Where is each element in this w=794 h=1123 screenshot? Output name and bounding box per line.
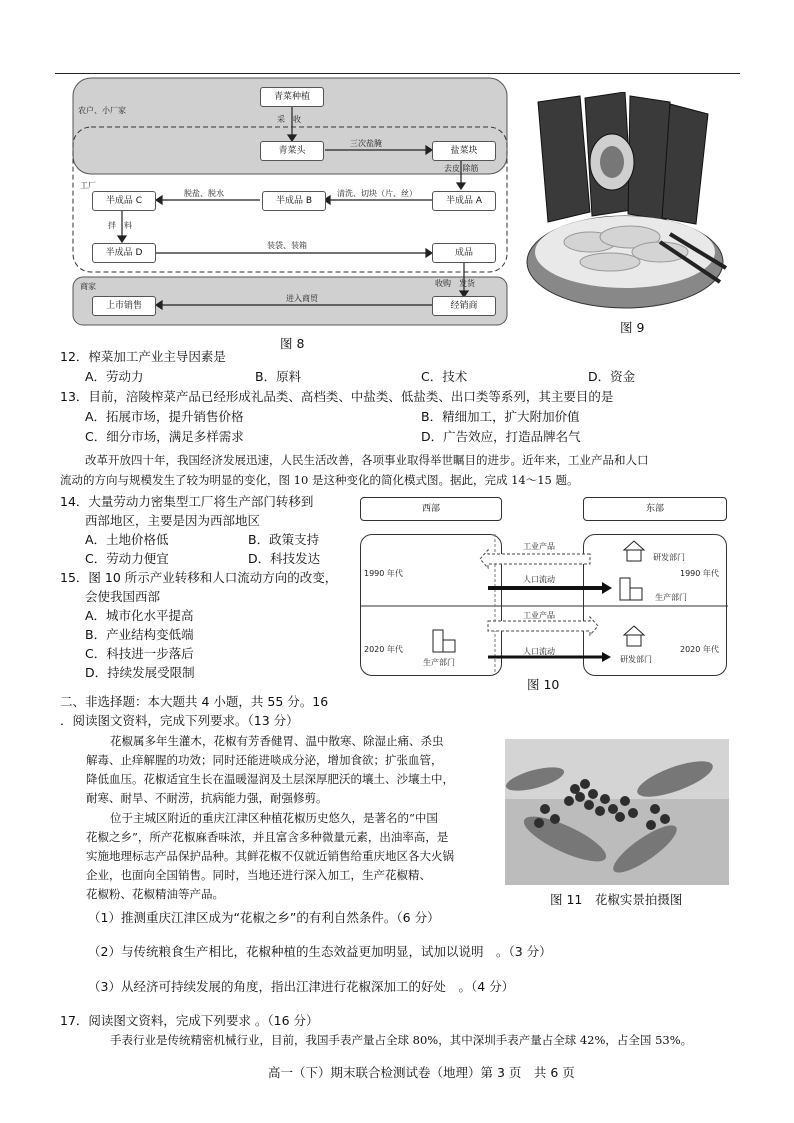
page-footer: 高一（下）期末联合检测试卷（地理）第 3 页 共 6 页 (268, 1065, 575, 1080)
west-header: 西部 (360, 497, 502, 521)
q16-para-9: 花椒粉、花椒精油等产品。 (86, 887, 224, 901)
intro-14-line2: 流动的方向与规模发生了较为明显的变化，图 10 是这种变化的简化模式图。据此，完成 14～15 题。 (60, 473, 579, 487)
year-1990-east: 1990 年代 (680, 569, 719, 578)
industrial-product-label-1990: 工业产品 (523, 542, 555, 551)
figure-8-diagram (72, 77, 509, 327)
region-merchant-label: 商家 (80, 282, 96, 291)
box-product: 成品 (432, 243, 496, 263)
q13-option-d: D．广告效应，打造品牌名气 (421, 429, 581, 444)
q15-option-b: B．产业结构变低端 (85, 627, 194, 642)
rd-building-icon-east (624, 626, 644, 646)
q14-stem-2: 西部地区，主要是因为西部地区 (85, 513, 261, 528)
q16-para-8: 企业，也面向全国销售。同时，当地还进行深入加工，生产花椒精、 (86, 868, 431, 882)
box-qingcaitou: 青菜头 (260, 141, 324, 161)
q16-sub-3: （3）从经济可持续发展的角度，指出江津进行花椒深加工的好处 。（4 分） (88, 979, 515, 994)
q17-para-1: 手表行业是传统精密机械行业，目前，我国手表产量占全球 80%，其中深圳手表产量占全球 42%，占全国 53%。 (110, 1033, 693, 1047)
q15-option-c: C．科技进一步落后 (85, 646, 194, 661)
box-semi-a: 半成品 A (432, 191, 496, 211)
prod-dept-label-2020: 生产部门 (423, 658, 455, 667)
q16-para-7: 实施地理标志产品保护品种。其鲜花椒不仅就近销售给重庆地区各大火锅 (86, 849, 454, 863)
q15-option-a: A．城市化水平提高 (85, 608, 194, 623)
q14-option-b: B．政策支持 (248, 532, 320, 547)
q16-para-5: 位于主城区附近的重庆江津区种植花椒历史悠久，是著名的“中国 (110, 811, 438, 825)
box-market: 上市销售 (92, 296, 156, 316)
q13-option-c: C．细分市场，满足多样需求 (85, 429, 244, 444)
year-2020-east: 2020 年代 (680, 645, 719, 654)
q13-option-b: B．精细加工，扩大附加价值 (421, 409, 580, 424)
figure-9-caption: 图 9 (620, 320, 645, 335)
q15-stem-2: 会使我国西部 (85, 589, 161, 604)
figure-11-caption: 图 11 花椒实景拍摄图 (550, 892, 683, 907)
q12-stem: 12．榨菜加工产业主导因素是 (60, 349, 226, 364)
figure-8-caption: 图 8 (280, 336, 305, 351)
q14-option-a: A．土地价格低 (85, 532, 169, 547)
q15-stem-1: 15．图 10 所示产业转移和人口流动方向的改变， (60, 570, 338, 585)
q16-para-4: 耐寒、耐旱、不耐涝，抗病能力强，耐强修剪。 (86, 791, 328, 805)
industrial-product-label-2020: 工业产品 (523, 611, 555, 620)
q15-option-d: D．持续发展受限制 (85, 665, 195, 680)
sichuan-pepper-photo (505, 739, 729, 885)
label-package: 装袋、装箱 (267, 241, 307, 250)
box-semi-d: 半成品 D (92, 243, 156, 263)
label-buy: 收购 发货 (435, 279, 475, 288)
q13-stem: 13．目前，涪陵榨菜产品已经形成礼品类、高档类、中盐类、低盐类、出口类等系列，其主要目的是 (60, 389, 614, 404)
region-farmers-label: 农户、小厂家 (78, 106, 126, 115)
label-season: 拌 料 (108, 221, 132, 230)
q16-para-1: 花椒属多年生灌木，花椒有芳香健胃、温中散寒、除湿止痛、杀虫 (110, 734, 444, 748)
box-yancaikuai: 盐菜块 (432, 141, 496, 161)
q14-option-c: C．劳动力便宜 (85, 551, 169, 566)
label-harvest: 采 收 (277, 115, 301, 124)
figure-10-diagram (358, 494, 730, 679)
population-flow-label-2020: 人口流动 (523, 647, 555, 656)
rd-dept-label-1990: 研发部门 (653, 553, 685, 562)
box-semi-c: 半成品 C (92, 191, 156, 211)
east-header: 东部 (583, 497, 727, 521)
intro-14-line1: 改革开放四十年，我国经济发展迅速，人民生活改善，各项事业取得举世瞩目的进步。近年来，工业产品和人口 (85, 453, 649, 467)
prod-dept-label-1990: 生产部门 (655, 593, 687, 602)
zhacai-product-photo (520, 92, 730, 318)
q14-option-d: D．科技发达 (248, 551, 321, 566)
population-flow-label-1990: 人口流动 (523, 575, 555, 584)
q12-option-d: D．资金 (588, 369, 636, 384)
q16-para-3: 降低血压。花椒适宜生长在温暖湿润及土层深厚肥沃的壤土、沙壤土中， (86, 772, 454, 786)
label-wash: 清洗、切块（片、丝） (337, 189, 417, 198)
box-semi-b: 半成品 B (262, 191, 326, 211)
q14-stem-1: 14．大量劳动力密集型工厂将生产部门转移到 (60, 494, 314, 509)
box-dealer: 经销商 (432, 296, 496, 316)
label-pickle: 三次盐腌 (350, 139, 382, 148)
q16-sub-1: （1）推测重庆江津区成为“花椒之乡”的有利自然条件。（6 分） (88, 910, 440, 925)
year-2020-west: 2020 年代 (364, 645, 403, 654)
q12-option-a: A．劳动力 (85, 369, 144, 384)
q16-sub-2: （2）与传统粮食生产相比，花椒种植的生态效益更加明显，试加以说明 。（3 分） (88, 944, 552, 959)
q12-option-c: C．技术 (421, 369, 468, 384)
rd-building-icon (624, 541, 644, 561)
q13-option-a: A．拓展市场，提升销售价格 (85, 409, 244, 424)
section2-line2: ．阅读图文资料，完成下列要求。（13 分） (60, 713, 299, 728)
label-mall: 进入商贸 (286, 294, 318, 303)
header-rule (55, 73, 740, 74)
q16-para-6: 花椒之乡”，所产花椒麻香味浓，并且富含多种微量元素，出油率高，是 (86, 830, 449, 844)
label-dehydrate: 脱盐、脱水 (184, 189, 224, 198)
box-planting: 青菜种植 (260, 87, 324, 107)
q17-stem: 17．阅读图文资料，完成下列要求 。（16 分） (60, 1013, 319, 1028)
year-1990-west: 1990 年代 (364, 569, 403, 578)
factory-icon (620, 578, 642, 600)
region-factory-label: 工厂 (80, 181, 96, 190)
label-peel: 去皮 除筋 (444, 164, 479, 173)
q12-option-b: B．原料 (255, 369, 302, 384)
factory-icon-west (433, 630, 455, 652)
figure-10-caption: 图 10 (527, 677, 560, 692)
rd-dept-label-2020: 研发部门 (620, 655, 652, 664)
section2-line1: 二、非选择题：本大题共 4 小题，共 55 分。16 (60, 694, 329, 709)
q16-para-2: 解毒、止痒解腥的功效；同时还能进啖成分泌，增加食欲；扩张血管， (86, 753, 443, 767)
